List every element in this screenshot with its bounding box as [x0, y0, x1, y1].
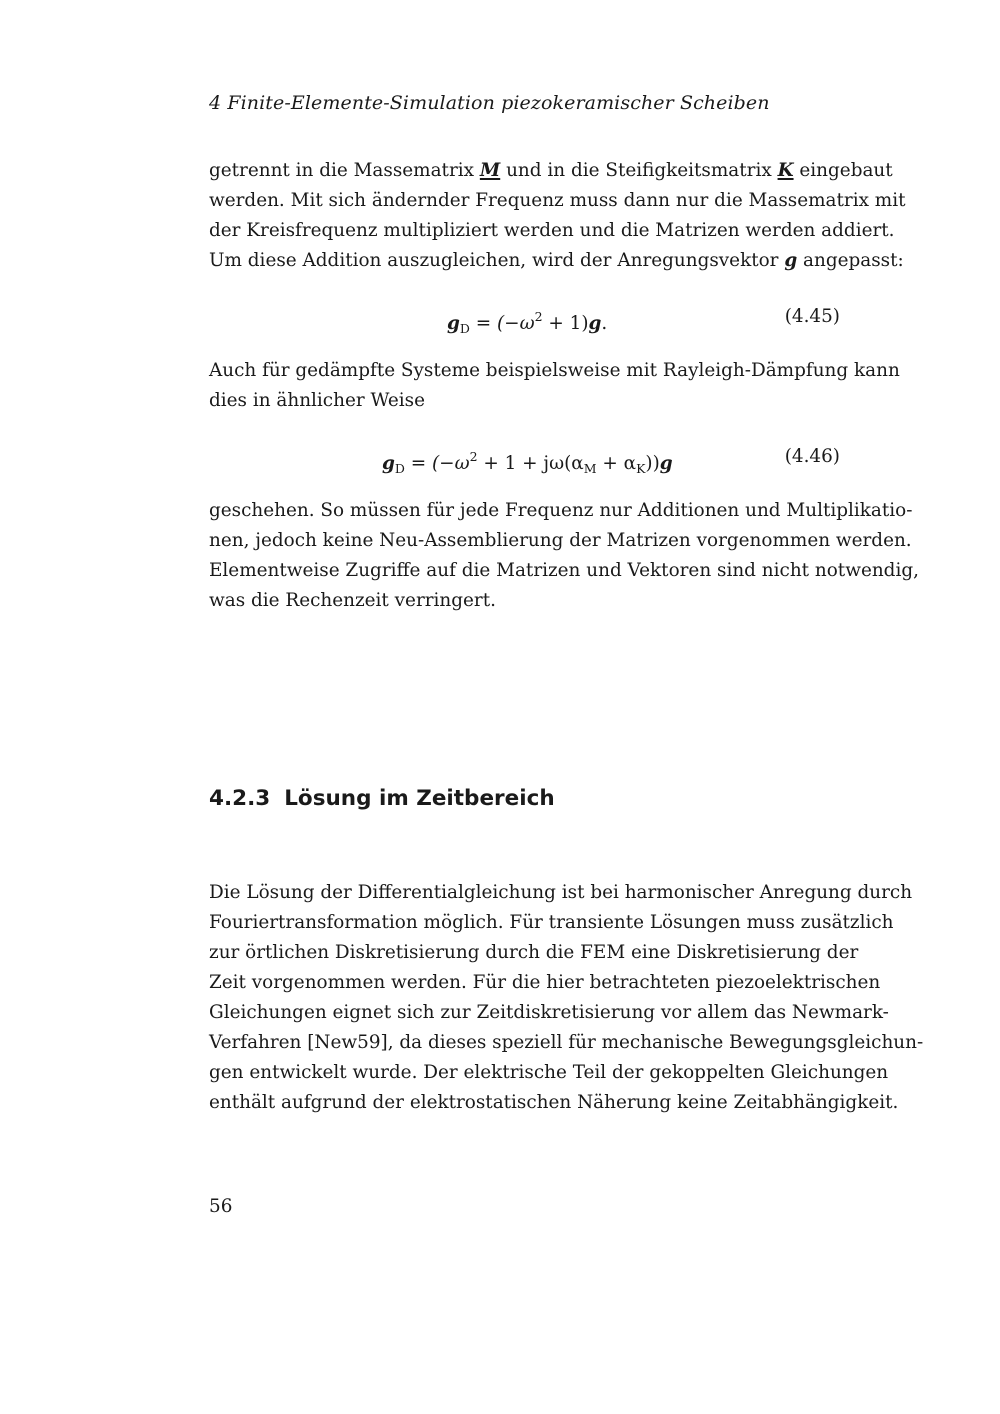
paragraph-line: Fouriertransformation möglich. Für transiente Lösungen muss zusätzlich: [209, 912, 894, 933]
paragraph-line: Gleichungen eignet sich zur Zeitdiskretisierung vor allem das Newmark-: [209, 1002, 889, 1023]
paragraph-time-domain: [209, 878, 924, 1118]
math-symbol: g: [588, 313, 602, 334]
paragraph-line: gen entwickelt wurde. Der elektrische Teil der gekoppelten Gleichungen: [209, 1062, 889, 1083]
mass-matrix-symbol: M: [479, 160, 501, 181]
math-fragment: + α: [596, 453, 637, 474]
math-fragment: = (−ω: [469, 313, 535, 334]
section-heading: [209, 786, 555, 811]
text-fragment: Um diese Addition auszugleichen, wird der Anregungsvektor: [209, 250, 779, 271]
paragraph-line: Elementweise Zugriffe auf die Matrizen und Vektoren sind nicht notwendig,: [209, 560, 919, 581]
paragraph-line: Verfahren [New59], da dieses speziell für mechanische Bewegungsgleichun-: [209, 1032, 924, 1053]
paragraph-assembly: [209, 496, 919, 616]
paragraph-line: Zeit vorgenommen werden. Für die hier betrachteten piezoelektrischen: [209, 972, 881, 993]
math-fragment: + 1): [542, 313, 589, 334]
math-symbol: g: [447, 313, 460, 334]
equation-expression: [447, 302, 607, 344]
paragraph-line: werden. Mit sich ändernder Frequenz muss dann nur die Massematrix mit: [209, 190, 906, 211]
equation-4-46: [209, 442, 840, 476]
math-fragment: )): [645, 453, 660, 474]
math-fragment: .: [601, 313, 608, 334]
stiffness-matrix-symbol: K: [777, 160, 794, 181]
running-head: 4 Finite-Elemente-Simulation piezokeramischer Scheiben: [209, 92, 770, 114]
math-superscript: 2: [469, 449, 478, 464]
math-symbol: g: [659, 453, 673, 474]
section-title: Lösung im Zeitbereich: [284, 786, 555, 811]
equation-number: (4.46): [784, 446, 840, 467]
page-number: 56: [209, 1196, 233, 1217]
math-superscript: 2: [534, 309, 543, 324]
paragraph-line: nen, jedoch keine Neu-Assemblierung der Matrizen vorgenommen werden.: [209, 530, 912, 551]
text-fragment: getrennt in die Massematrix: [209, 160, 474, 181]
math-fragment: = (−ω: [404, 453, 470, 474]
equation-4-45: [209, 302, 840, 336]
paragraph-line: der Kreisfrequenz multipliziert werden und die Matrizen werden addiert.: [209, 220, 895, 241]
math-subscript: D: [459, 321, 470, 336]
paragraph-line: enthält aufgrund der elektrostatischen Näherung keine Zeitabhängigkeit.: [209, 1092, 899, 1113]
math-subscript: M: [583, 461, 597, 476]
paragraph-line: Auch für gedämpfte Systeme beispielsweise mit Rayleigh-Dämpfung kann: [209, 360, 900, 381]
section-number: 4.2.3: [209, 786, 271, 811]
paragraph-line: dies in ähnlicher Weise: [209, 390, 425, 411]
paragraph-matrices: [209, 156, 906, 276]
text-fragment: angepasst:: [803, 250, 904, 271]
paragraph-line: zur örtlichen Diskretisierung durch die FEM eine Diskretisierung der: [209, 942, 859, 963]
paragraph-line: was die Rechenzeit verringert.: [209, 590, 496, 611]
math-subscript: D: [394, 461, 405, 476]
paragraph-line: geschehen. So müssen für jede Frequenz nur Additionen und Multiplikatio-: [209, 500, 913, 521]
equation-expression: [382, 442, 673, 484]
excitation-vector-symbol: g: [784, 250, 798, 271]
paragraph-line: Die Lösung der Differentialgleichung ist bei harmonischer Anregung durch: [209, 882, 913, 903]
paragraph-line: [209, 246, 904, 276]
text-fragment: eingebaut: [799, 160, 893, 181]
math-subscript: K: [636, 461, 646, 476]
math-symbol: g: [382, 453, 395, 474]
math-fragment: + 1 + jω(α: [477, 453, 584, 474]
paragraph-line: [209, 156, 893, 186]
paragraph-damping: [209, 356, 900, 416]
text-fragment: und in die Steifigkeitsmatrix: [506, 160, 772, 181]
equation-number: (4.45): [784, 306, 840, 327]
